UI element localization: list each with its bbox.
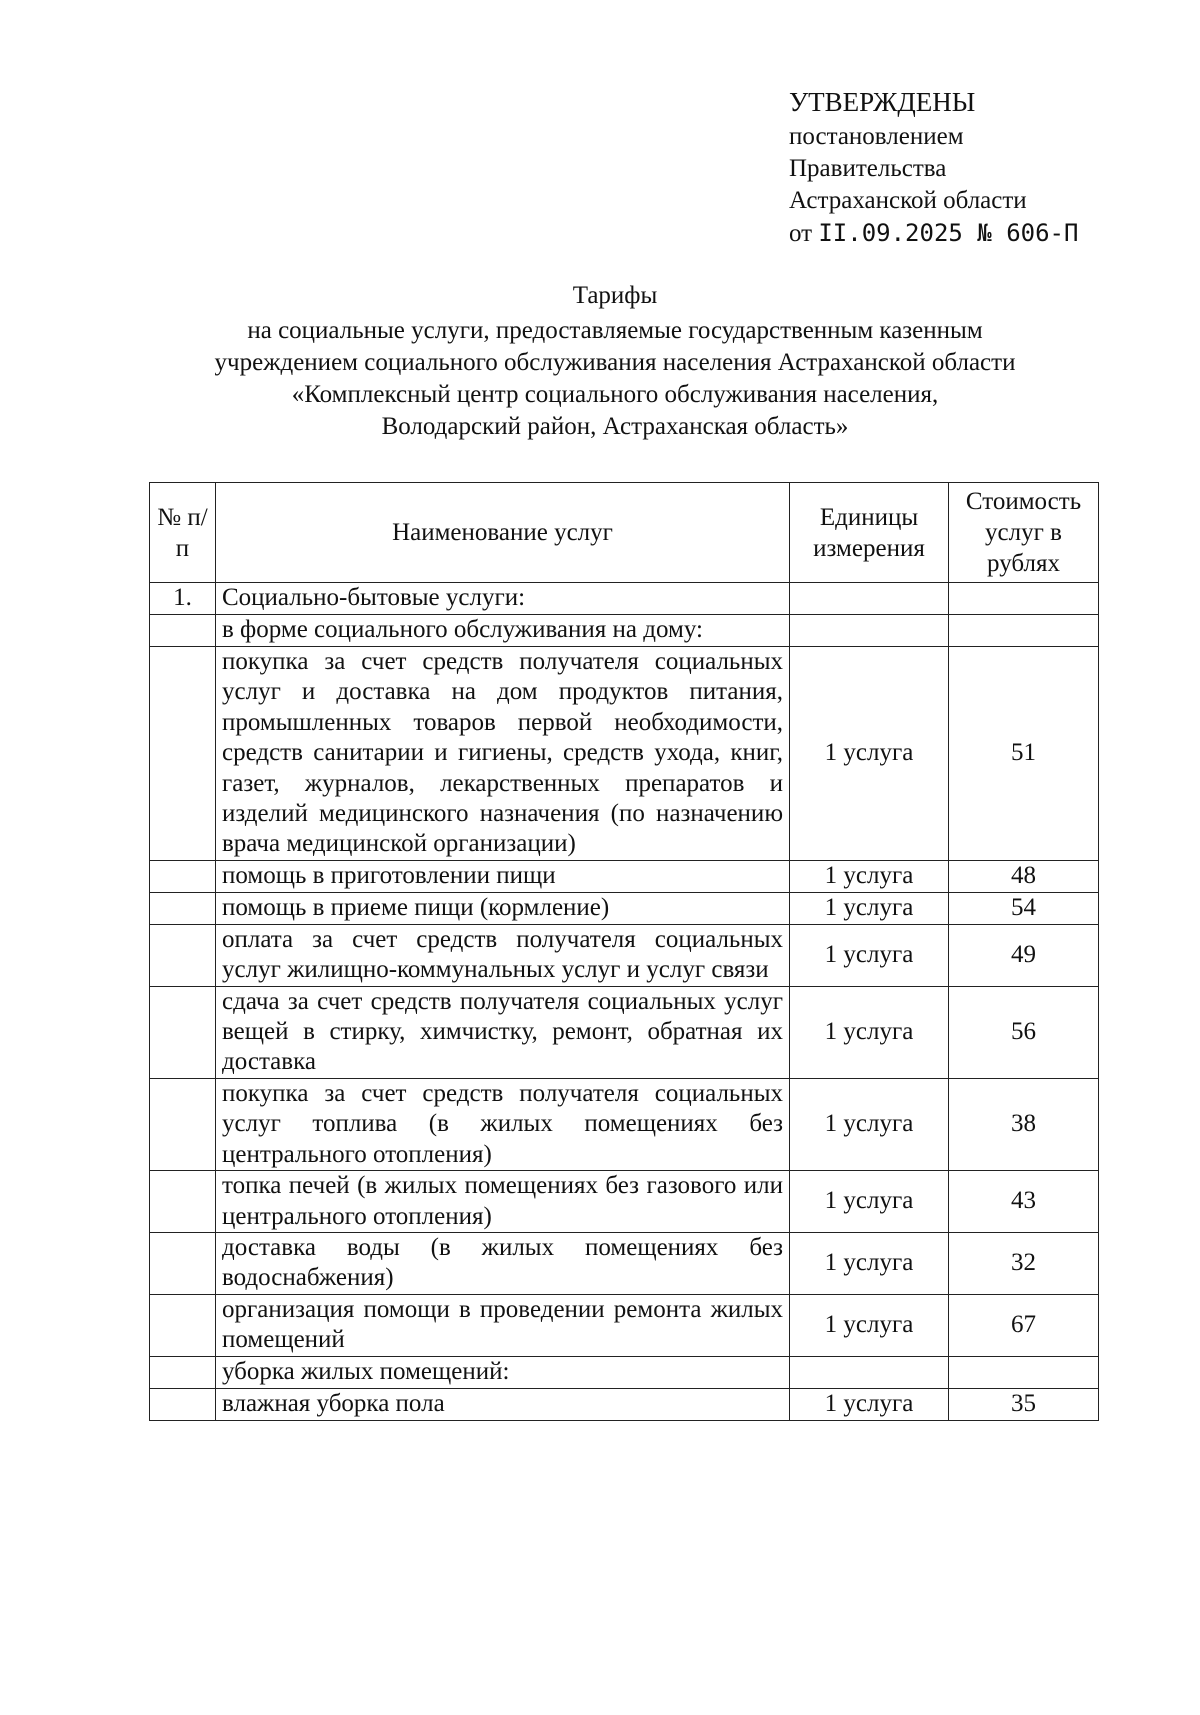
row-num bbox=[150, 1232, 216, 1294]
title-line-3: «Комплексный центр социального обслуживания населения, bbox=[291, 381, 939, 408]
row-unit bbox=[790, 1356, 949, 1388]
row-num bbox=[150, 1078, 216, 1170]
table-row bbox=[150, 1294, 1099, 1356]
row-num bbox=[150, 1171, 216, 1233]
table-row bbox=[150, 1078, 1099, 1170]
table-header-row bbox=[150, 483, 1099, 583]
row-unit: 1 услуга bbox=[790, 1388, 949, 1420]
row-unit bbox=[790, 615, 949, 647]
header-num: № п/п bbox=[150, 483, 216, 583]
row-service: покупка за счет средств получателя социальных услуг и доставка на дом продуктов питания, промышленных товаров первой необходимости, средств санитарии и гигиены, средств ухода, книг, газет, журналов, лекарственных препаратов и изделий медицинского назначения (по назначению врача медицинской организации) bbox=[216, 647, 790, 861]
tariffs-table bbox=[149, 482, 1099, 1421]
row-service: Социально-бытовые услуги: bbox=[216, 583, 790, 615]
row-service: сдача за счет средств получателя социальных услуг вещей в стирку, химчистку, ремонт, обратная их доставка bbox=[216, 986, 790, 1078]
table-row bbox=[150, 1356, 1099, 1388]
row-price: 32 bbox=[949, 1232, 1099, 1294]
approval-line-3: Астраханской области bbox=[789, 187, 1027, 214]
row-unit: 1 услуга bbox=[790, 1078, 949, 1170]
table-row bbox=[150, 986, 1099, 1078]
approval-date-prefix: от bbox=[789, 220, 813, 247]
row-price: 38 bbox=[949, 1078, 1099, 1170]
row-service: организация помощи в проведении ремонта жилых помещений bbox=[216, 1294, 790, 1356]
approval-block bbox=[789, 86, 1078, 250]
title-line-1: на социальные услуги, предоставляемые государственным казенным bbox=[247, 317, 983, 344]
row-unit: 1 услуга bbox=[790, 924, 949, 986]
row-unit bbox=[790, 583, 949, 615]
row-price: 48 bbox=[949, 860, 1099, 892]
row-service: влажная уборка пола bbox=[216, 1388, 790, 1420]
row-service: оплата за счет средств получателя социальных услуг жилищно-коммунальных услуг и услуг связи bbox=[216, 924, 790, 986]
approval-line-2: Правительства bbox=[789, 155, 947, 182]
row-price: 54 bbox=[949, 892, 1099, 924]
table-row bbox=[150, 860, 1099, 892]
row-price: 56 bbox=[949, 986, 1099, 1078]
row-num bbox=[150, 924, 216, 986]
row-num bbox=[150, 615, 216, 647]
row-unit: 1 услуга bbox=[790, 1171, 949, 1233]
row-unit: 1 услуга bbox=[790, 860, 949, 892]
approval-line-1: постановлением bbox=[789, 123, 964, 150]
row-price: 43 bbox=[949, 1171, 1099, 1233]
row-num bbox=[150, 1388, 216, 1420]
row-price: 49 bbox=[949, 924, 1099, 986]
row-price bbox=[949, 615, 1099, 647]
header-unit: Единицы измерения bbox=[790, 483, 949, 583]
approval-heading: УТВЕРЖДЕНЫ bbox=[789, 87, 976, 117]
table-row bbox=[150, 583, 1099, 615]
row-num bbox=[150, 647, 216, 861]
row-service: помощь в приготовлении пищи bbox=[216, 860, 790, 892]
row-num: 1. bbox=[150, 583, 216, 615]
table-row bbox=[150, 1388, 1099, 1420]
row-price bbox=[949, 1356, 1099, 1388]
row-num bbox=[150, 892, 216, 924]
table-row bbox=[150, 615, 1099, 647]
row-unit: 1 услуга bbox=[790, 647, 949, 861]
document-title bbox=[100, 280, 1130, 443]
table-row bbox=[150, 647, 1099, 861]
title-line-2: учреждением социального обслуживания населения Астраханской области bbox=[214, 349, 1016, 376]
row-num bbox=[150, 1294, 216, 1356]
table-row bbox=[150, 1171, 1099, 1233]
row-service: в форме социального обслуживания на дому: bbox=[216, 615, 790, 647]
row-price bbox=[949, 583, 1099, 615]
row-unit: 1 услуга bbox=[790, 892, 949, 924]
row-service: доставка воды (в жилых помещениях без водоснабжения) bbox=[216, 1232, 790, 1294]
row-service: топка печей (в жилых помещениях без газового или центрального отопления) bbox=[216, 1171, 790, 1233]
row-num bbox=[150, 860, 216, 892]
table-row bbox=[150, 1232, 1099, 1294]
table-row bbox=[150, 924, 1099, 986]
row-unit: 1 услуга bbox=[790, 1294, 949, 1356]
header-name: Наименование услуг bbox=[216, 483, 790, 583]
row-service: помощь в приеме пищи (кормление) bbox=[216, 892, 790, 924]
title-main: Тарифы bbox=[572, 282, 658, 309]
title-line-4: Володарский район, Астраханская область» bbox=[381, 413, 849, 440]
row-service: покупка за счет средств получателя социальных услуг топлива (в жилых помещениях без центрального отопления) bbox=[216, 1078, 790, 1170]
row-unit: 1 услуга bbox=[790, 986, 949, 1078]
approval-date-stamp: II.09.2025 № 606-П bbox=[818, 219, 1079, 247]
row-num bbox=[150, 1356, 216, 1388]
row-unit: 1 услуга bbox=[790, 1232, 949, 1294]
table-row bbox=[150, 892, 1099, 924]
header-price: Стоимость услуг в рублях bbox=[949, 483, 1099, 583]
approval-date-line bbox=[789, 217, 1078, 250]
row-service: уборка жилых помещений: bbox=[216, 1356, 790, 1388]
row-num bbox=[150, 986, 216, 1078]
row-price: 35 bbox=[949, 1388, 1099, 1420]
row-price: 67 bbox=[949, 1294, 1099, 1356]
row-price: 51 bbox=[949, 647, 1099, 861]
